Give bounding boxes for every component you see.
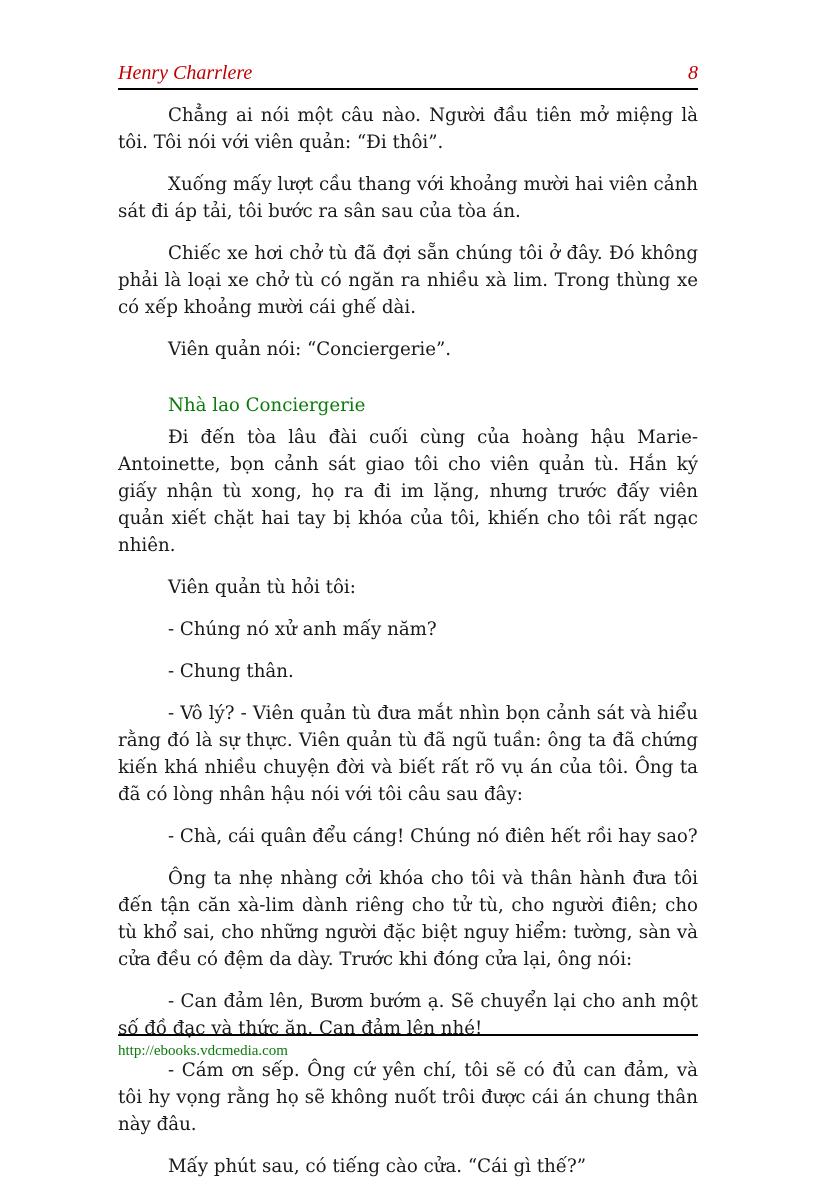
section-heading: Nhà lao Conciergerie xyxy=(168,395,366,416)
paragraph: Đi đến tòa lâu đài cuối cùng của hoàng hậu Marie-Antoinette, bọn cảnh sát giao tôi cho viên quản tù. Hắn ký giấy nhận tù xong, họ ra đi im lặng, nhưng trước đấy viên quản xiết chặt hai tay bị khóa của tôi, khiến cho tôi rất ngạc nhiên. xyxy=(118,427,698,556)
paragraph: Chiếc xe hơi chở tù đã đợi sẵn chúng tôi ở đây. Đó không phải là loại xe chở tù có ngăn ra nhiều xà lim. Trong thùng xe có xếp khoảng mười cái ghế dài. xyxy=(118,243,698,318)
page-content xyxy=(118,102,698,1195)
paragraph: Viên quản nói: “Conciergerie”. xyxy=(168,339,452,360)
paragraph: Viên quản tù hỏi tôi: xyxy=(168,577,356,598)
footer-link[interactable]: http://ebooks.vdcmedia.com xyxy=(118,1043,288,1059)
paragraph: Chẳng ai nói một câu nào. Người đầu tiên mở miệng là tôi. Tôi nói với viên quản: “Đi thôi”. xyxy=(118,105,698,153)
paragraph: Xuống mấy lượt cầu thang với khoảng mười hai viên cảnh sát đi áp tải, tôi bước ra sân sau của tòa án. xyxy=(118,174,698,222)
header-author: Henry Charrlere xyxy=(118,62,253,84)
paragraph: - Chúng nó xử anh mấy năm? xyxy=(168,619,437,640)
paragraph: - Cám ơn sếp. Ông cứ yên chí, tôi sẽ có đủ can đảm, và tôi hy vọng rằng họ sẽ không nuốt trôi được cái án chung thân này đâu. xyxy=(118,1060,698,1135)
paragraph: - Can đảm lên, Bươm bướm ạ. Sẽ chuyển lại cho anh một số đồ đạc và thức ăn. Can đảm lên nhé! xyxy=(118,991,698,1039)
paragraph: Mấy phút sau, có tiếng cào cửa. “Cái gì thế?” xyxy=(168,1156,587,1177)
page-header xyxy=(118,60,698,90)
paragraph: - Chà, cái quân đểu cáng! Chúng nó điên hết rồi hay sao? xyxy=(168,826,698,847)
paragraph: Ông ta nhẹ nhàng cởi khóa cho tôi và thân hành đưa tôi đến tận căn xà-lim dành riêng cho tử tù, cho người điên; cho tù khổ sai, cho những người đặc biệt nguy hiểm: tường, sàn và cửa đều có đệm da dày. Trước khi đóng cửa lại, ông nói: xyxy=(118,868,698,970)
footer-divider xyxy=(118,1034,698,1036)
paragraph: - Vô lý? - Viên quản tù đưa mắt nhìn bọn cảnh sát và hiểu rằng đó là sự thực. Viên quản tù đã ngũ tuần: ông ta đã chứng kiến khá nhiều chuyện đời và biết rất rõ vụ án của tôi. Ông ta đã có lòng nhân hậu nói với tôi câu sau đây: xyxy=(118,703,698,805)
page-number: 8 xyxy=(688,62,698,84)
paragraph: - Chung thân. xyxy=(168,661,294,682)
